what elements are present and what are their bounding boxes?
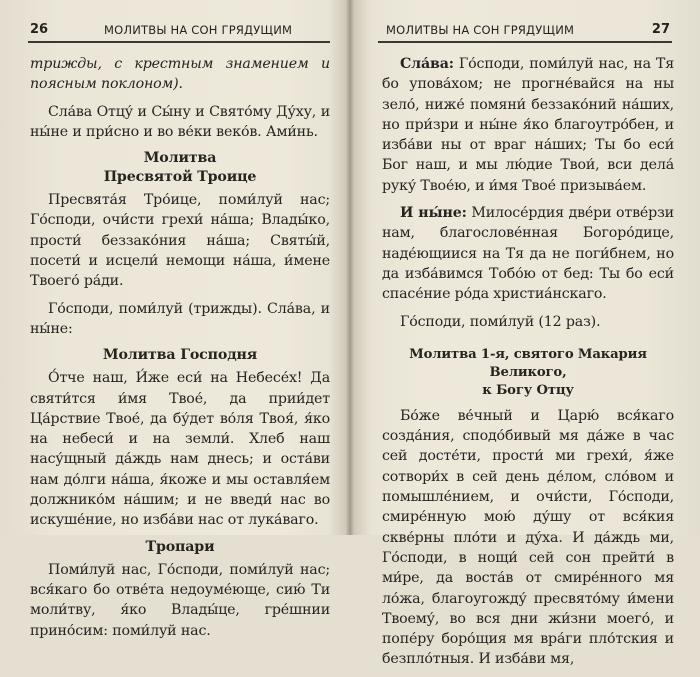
right-page-body: [382, 54, 674, 677]
doxology-paragraph: Сла́ва Отцу́ и Сы́ну и Свято́му Ду́ху, и ны́не и при́сно и во ве́ки веко́в. Ами́нь.: [30, 103, 330, 140]
lords-prayer-text: О́тче наш, И́же еси́ на Небесе́х! Да святи́тся и́мя Твое́, да прии́дет Ца́рствие Твое́, да бу́дет во́ля Твоя́, я́ко на небеси́ и на земли́. Хлеб наш насу́щный да́ждь нам днесь; и оста́ви нам до́лги на́ша, я́коже и мы оставля́ем должнико́м на́шим; и не введи́ нас во искуше́ние, но изба́ви нас от лука́ваго.: [30, 370, 330, 529]
heading-line: к Богу Отцу: [482, 382, 574, 398]
prayer-trinity-heading: [30, 149, 330, 187]
rubric-paragraph: [30, 54, 330, 95]
left-running-title: МОЛИТВЫ НА СОН ГРЯДУЩИМ: [104, 23, 293, 37]
slava-text: Го́споди, поми́луй нас, на Тя бо упова́хом; не прогне́вайся на ны зело́, ниже́ помяни́ беззако́ний на́ших, но при́зри и ны́не я́ко благоутро́бен, и изба́ви ны от враг на́ших; Ты бо еси́ Бог наш, и мы лю́дие Твои́, вси дела́ руку́ Твое́ю, и и́мя Твое́ призыва́ем.: [382, 56, 674, 194]
inyne-paragraph: [382, 203, 674, 304]
heading-line: Молитва: [143, 150, 217, 167]
makarius-prayer-text: Бо́же ве́чный и Царю́ вся́каго созда́ния, сподо́бивый мя да́же в час сей досте́ти, прости́ ми грехи́, я́же сотвори́х в сей день де́лом, сло́вом и помышле́нием, и очи́сти, Го́споди, смире́нную мою́ ду́шу от вся́кия скве́рны пло́ти и ду́ха. И да́ждь ми, Го́споди, в нощи́ сей сон прейти́ в ми́ре, да воста́в от смире́нного мя ло́жа, благоугожду́ пресвято́му и́мени Твоему́, во вся дни жи́зни моего́, и попе́ру боро́щия мя вра́ги пло́тския и безпло́тныя. И изба́ви мя,: [382, 407, 674, 668]
slava-paragraph: [382, 54, 674, 196]
left-page-body: [30, 54, 330, 648]
left-page-number: 26: [30, 22, 49, 37]
prayer-trinity-text: Пресвята́я Тро́ице, поми́луй нас; Го́споди, очи́сти грехи́ на́ша; Влады́ко, прости́ беззако́ния на́ша; Святы́й, посети́ и исцели́ немощи на́ша, и́мене Твоего́ ра́ди.: [30, 192, 330, 290]
makarius-prayer-heading: [382, 346, 674, 400]
troparia-heading: Тропари: [145, 538, 215, 555]
slava-label: Сла́ва:: [400, 56, 454, 72]
right-page-header: [378, 19, 672, 43]
right-page-number: 27: [651, 22, 670, 37]
kyrie-paragraph: Го́споди, поми́луй (трижды). Сла́ва, и ны́не:: [30, 300, 330, 337]
rubric-text: трижды, с крестным знамением и поясным поклоном).: [30, 56, 330, 93]
inyne-text: Милосе́рдия две́ри отве́рзи нам, благослове́нная Богоро́дице, наде́ющиися на Тя да не поги́бнем, но да изба́вимся Тобо́ю от бед: Ты бо еси́ спасе́ние ро́да христиа́нскаго.: [382, 205, 674, 303]
kyrie-12-paragraph: Го́споди, поми́луй (12 раз).: [400, 313, 601, 330]
troparion-text: Поми́луй нас, Го́споди, поми́луй нас; вся́каго бо отве́та недоуме́юще, сию́ Ти моли́тву, я́ко Влады́це, гре́шнии прино́сим: поми́луй нас.: [30, 561, 330, 639]
heading-line: Пресвятой Троице: [103, 169, 257, 186]
inyne-label: И ны́не:: [400, 205, 467, 222]
lords-prayer-heading: Молитва Господня: [102, 347, 258, 364]
right-page: [352, 0, 700, 668]
left-page: [0, 0, 344, 639]
right-running-title: МОЛИТВЫ НА СОН ГРЯДУЩИМ: [386, 23, 575, 37]
heading-line: Молитва 1-я, святого Макария Великого,: [409, 346, 647, 380]
left-page-header: [28, 19, 330, 43]
